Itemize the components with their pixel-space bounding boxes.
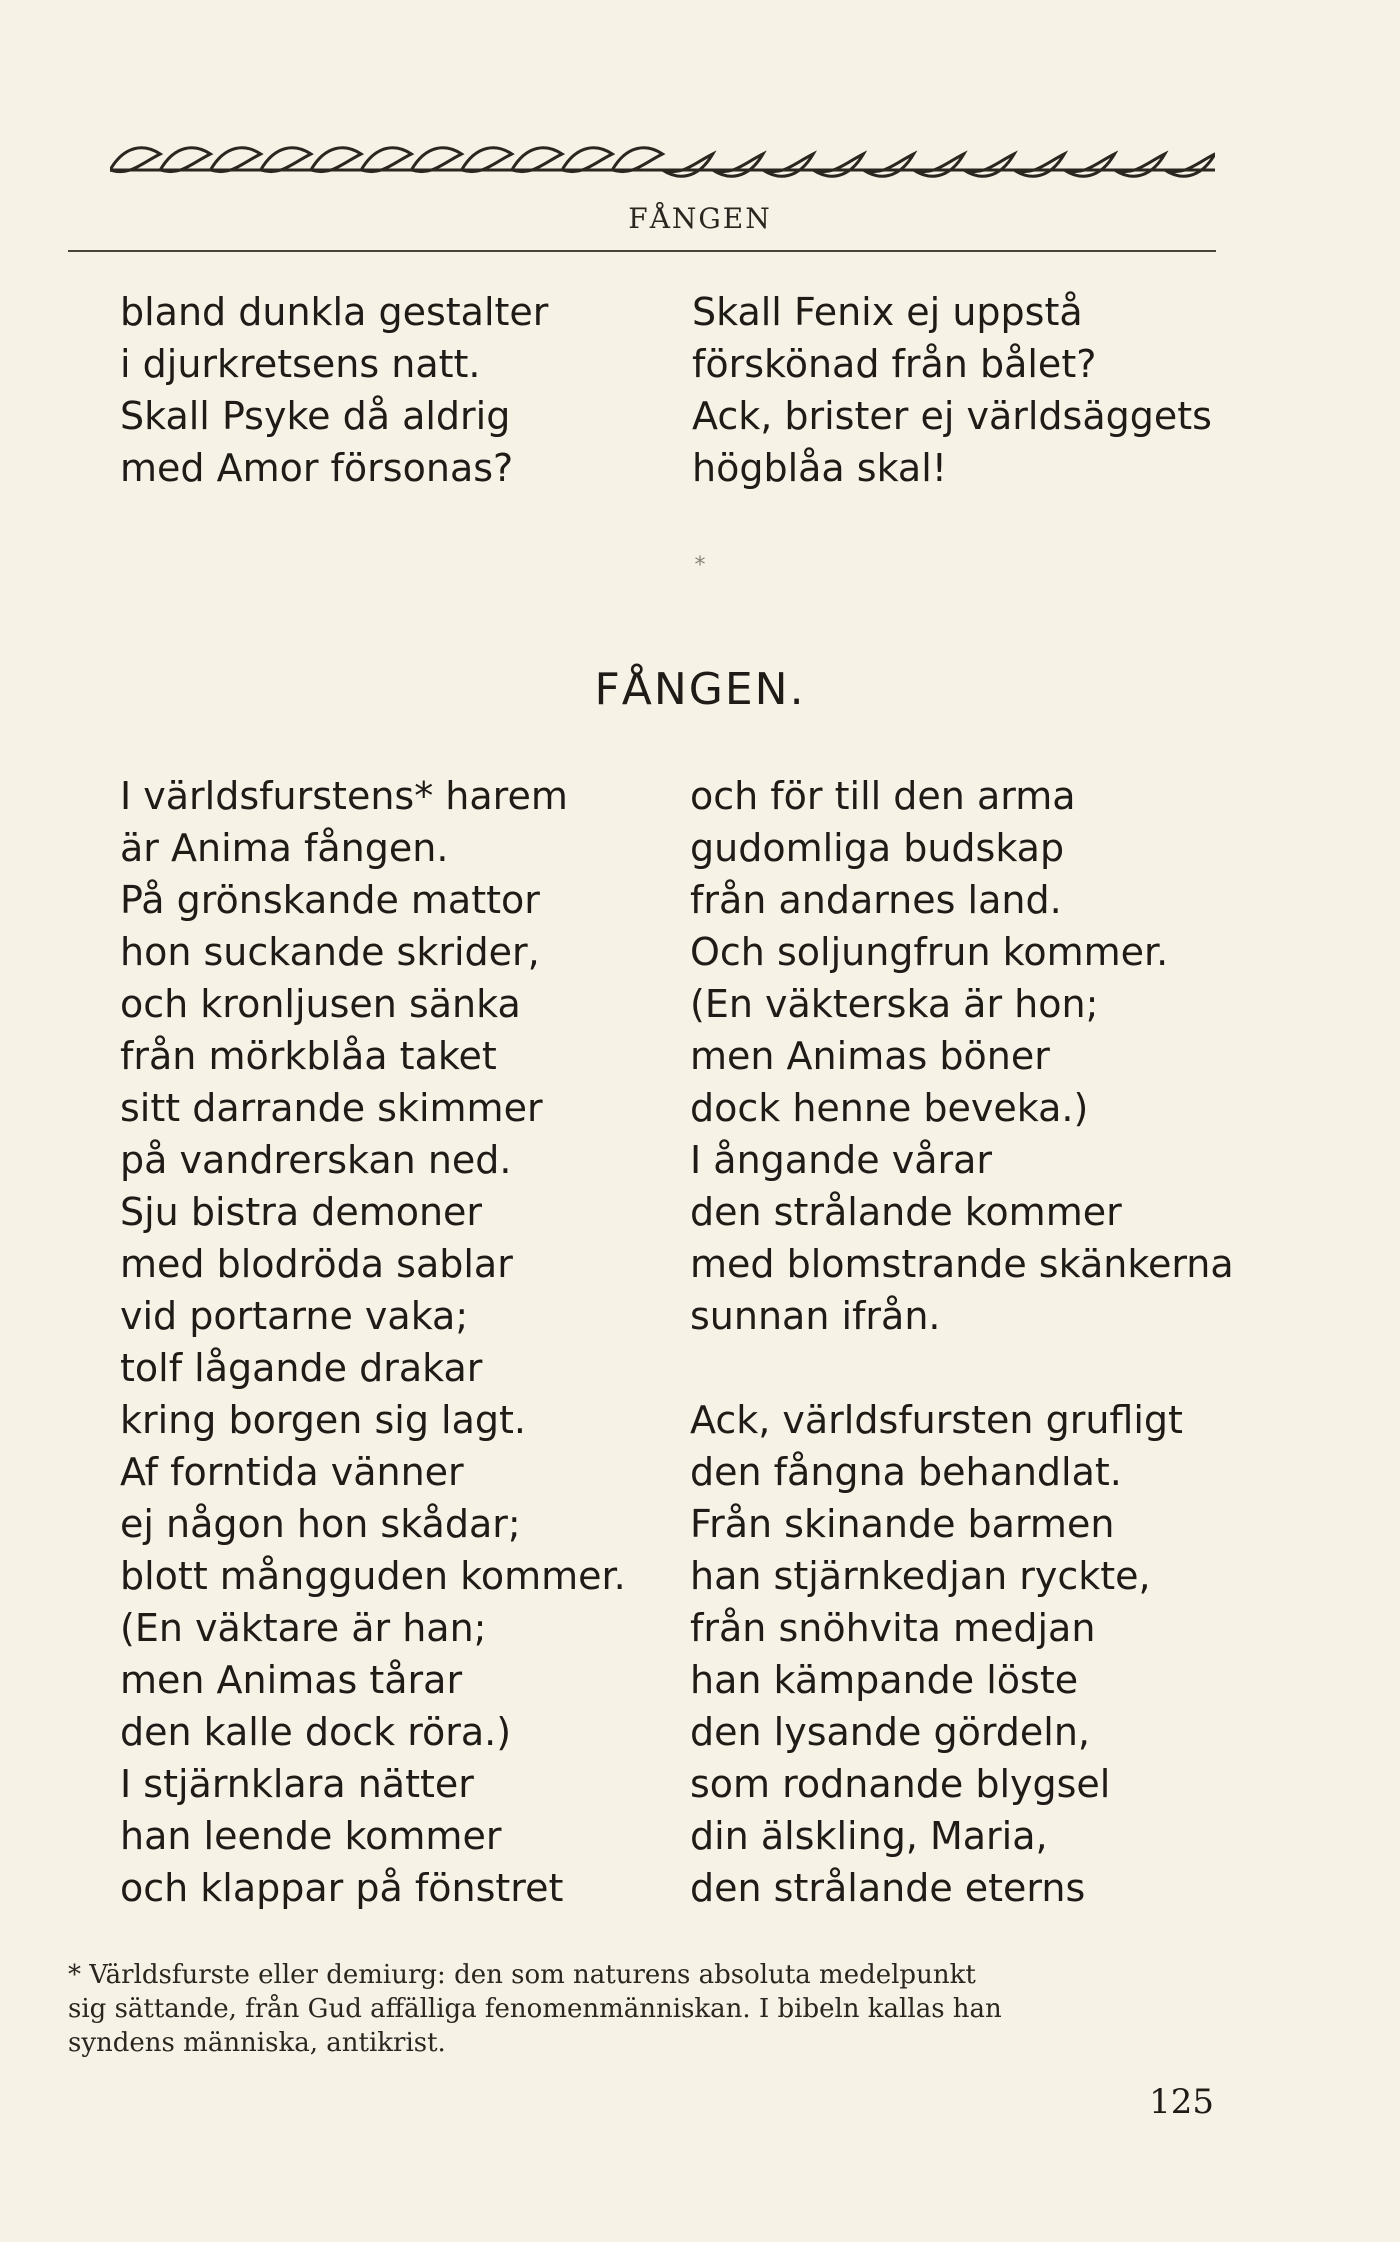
right-stanza-1	[690, 770, 1234, 1342]
ornament-loop	[964, 154, 1014, 176]
ornament-loop	[562, 148, 612, 172]
running-head: FÅNGEN	[628, 202, 772, 235]
ornament-loop	[1165, 154, 1215, 176]
verse-line: förskönad från bålet?	[692, 342, 1097, 386]
verse-line: Från skinande barmen	[690, 1502, 1115, 1546]
ornament-loop	[1014, 154, 1064, 176]
right-stanza-2	[690, 1394, 1234, 1914]
verse-line: och kronljusen sänka	[120, 982, 521, 1026]
ornament-loop	[512, 148, 562, 172]
verse-line: I stjärnklara nätter	[120, 1762, 474, 1806]
verse-line: och för till den arma	[690, 774, 1076, 818]
verse-line: gudomliga budskap	[690, 826, 1065, 870]
verse-line: dock henne beveka.)	[690, 1086, 1089, 1130]
verse-line: (En väkterska är hon;	[690, 982, 1099, 1026]
verse-line: sunnan ifrån.	[690, 1294, 941, 1338]
verse-line: från snöhvita medjan	[690, 1606, 1096, 1650]
ornament-loop	[914, 154, 964, 176]
footnote-line: sig sättande, från Gud affälliga fenomenmänniskan. I bibeln kallas han	[68, 1994, 1002, 2024]
ornament-loop	[813, 154, 863, 176]
verse-line: ej någon hon skådar;	[120, 1502, 521, 1546]
verse-line: blott mångguden kommer.	[120, 1554, 626, 1598]
verse-line: vid portarne vaka;	[120, 1294, 469, 1338]
ornament-loop	[612, 148, 662, 172]
verse-line: Sju bistra demoner	[120, 1190, 483, 1234]
verse-line: han leende kommer	[120, 1814, 502, 1858]
verse-line: den strålande eterns	[690, 1866, 1086, 1910]
footnote	[68, 1958, 1216, 2060]
verse-line: är Anima fången.	[120, 826, 449, 870]
verse-line: och klappar på fönstret	[120, 1866, 564, 1910]
verse-line: på vandrerskan ned.	[120, 1138, 512, 1182]
header-rule	[68, 250, 1216, 252]
verse-line: I ångande vårar	[690, 1138, 993, 1182]
verse-line: hon suckande skrider,	[120, 930, 540, 974]
ornament-loop	[713, 154, 763, 176]
verse-line: I världsfurstens* harem	[120, 774, 568, 818]
ornament-loop	[462, 148, 512, 172]
page-number: 125	[1149, 2082, 1214, 2122]
ornament-loop	[1115, 154, 1165, 176]
verse-line: Skall Fenix ej uppstå	[692, 290, 1083, 334]
section-asterism: *	[694, 553, 706, 578]
verse-line: sitt darrande skimmer	[120, 1086, 543, 1130]
verse-line: han kämpande löste	[690, 1658, 1079, 1702]
verse-line: Skall Psyke då aldrig	[120, 394, 511, 438]
top-left-stanza	[120, 286, 548, 494]
ornament-loop	[763, 154, 813, 176]
ornament-loop	[110, 148, 160, 172]
verse-line: kring borgen sig lagt.	[120, 1398, 526, 1442]
verse-line: med Amor försonas?	[120, 446, 514, 490]
ornament-loop	[361, 148, 411, 172]
verse-line: Af forntida vänner	[120, 1450, 464, 1494]
ornament-loop	[1064, 154, 1114, 176]
ornament-loop	[210, 148, 260, 172]
verse-line: från mörkblåa taket	[120, 1034, 497, 1078]
verse-line: Och soljungfrun kommer.	[690, 930, 1169, 974]
ornament-loop	[663, 154, 713, 176]
verse-line: Ack, brister ej världsäggets	[692, 394, 1212, 438]
verse-line: han stjärnkedjan ryckte,	[690, 1554, 1151, 1598]
verse-line: med blomstrande skänkerna	[690, 1242, 1234, 1286]
verse-line: högblåa skal!	[692, 446, 947, 490]
ornament-loop	[863, 154, 913, 176]
verse-line: som rodnande blygsel	[690, 1762, 1111, 1806]
ornament-loop	[311, 148, 361, 172]
decorative-header-ornament	[110, 140, 1215, 182]
footnote-line: * Världsfurste eller demiurg: den som naturens absoluta medelpunkt	[68, 1960, 976, 1990]
verse-line: den kalle dock röra.)	[120, 1710, 512, 1754]
verse-line: från andarnes land.	[690, 878, 1062, 922]
verse-line: men Animas böner	[690, 1034, 1050, 1078]
main-left-column	[120, 770, 626, 1914]
verse-line: men Animas tårar	[120, 1658, 463, 1702]
verse-line: den strålande kommer	[690, 1190, 1122, 1234]
verse-line: (En väktare är han;	[120, 1606, 487, 1650]
verse-line: den fångna behandlat.	[690, 1450, 1122, 1494]
poem-title: FÅNGEN.	[594, 664, 806, 715]
stanza-gap	[690, 1342, 1234, 1394]
verse-line: din älskling, Maria,	[690, 1814, 1048, 1858]
ornament-loop	[261, 148, 311, 172]
verse-line: den lysande gördeln,	[690, 1710, 1091, 1754]
verse-line: i djurkretsens natt.	[120, 342, 481, 386]
verse-line: På grönskande mattor	[120, 878, 540, 922]
ornament-loop	[160, 148, 210, 172]
verse-line: tolf lågande drakar	[120, 1346, 483, 1390]
footnote-line: syndens människa, antikrist.	[68, 2028, 446, 2058]
ornament-loop	[411, 148, 461, 172]
verse-line: med blodröda sablar	[120, 1242, 513, 1286]
verse-line: Ack, världsfursten grufligt	[690, 1398, 1183, 1442]
main-right-column	[690, 770, 1234, 1914]
verse-line: bland dunkla gestalter	[120, 290, 549, 334]
top-right-stanza	[692, 286, 1212, 494]
